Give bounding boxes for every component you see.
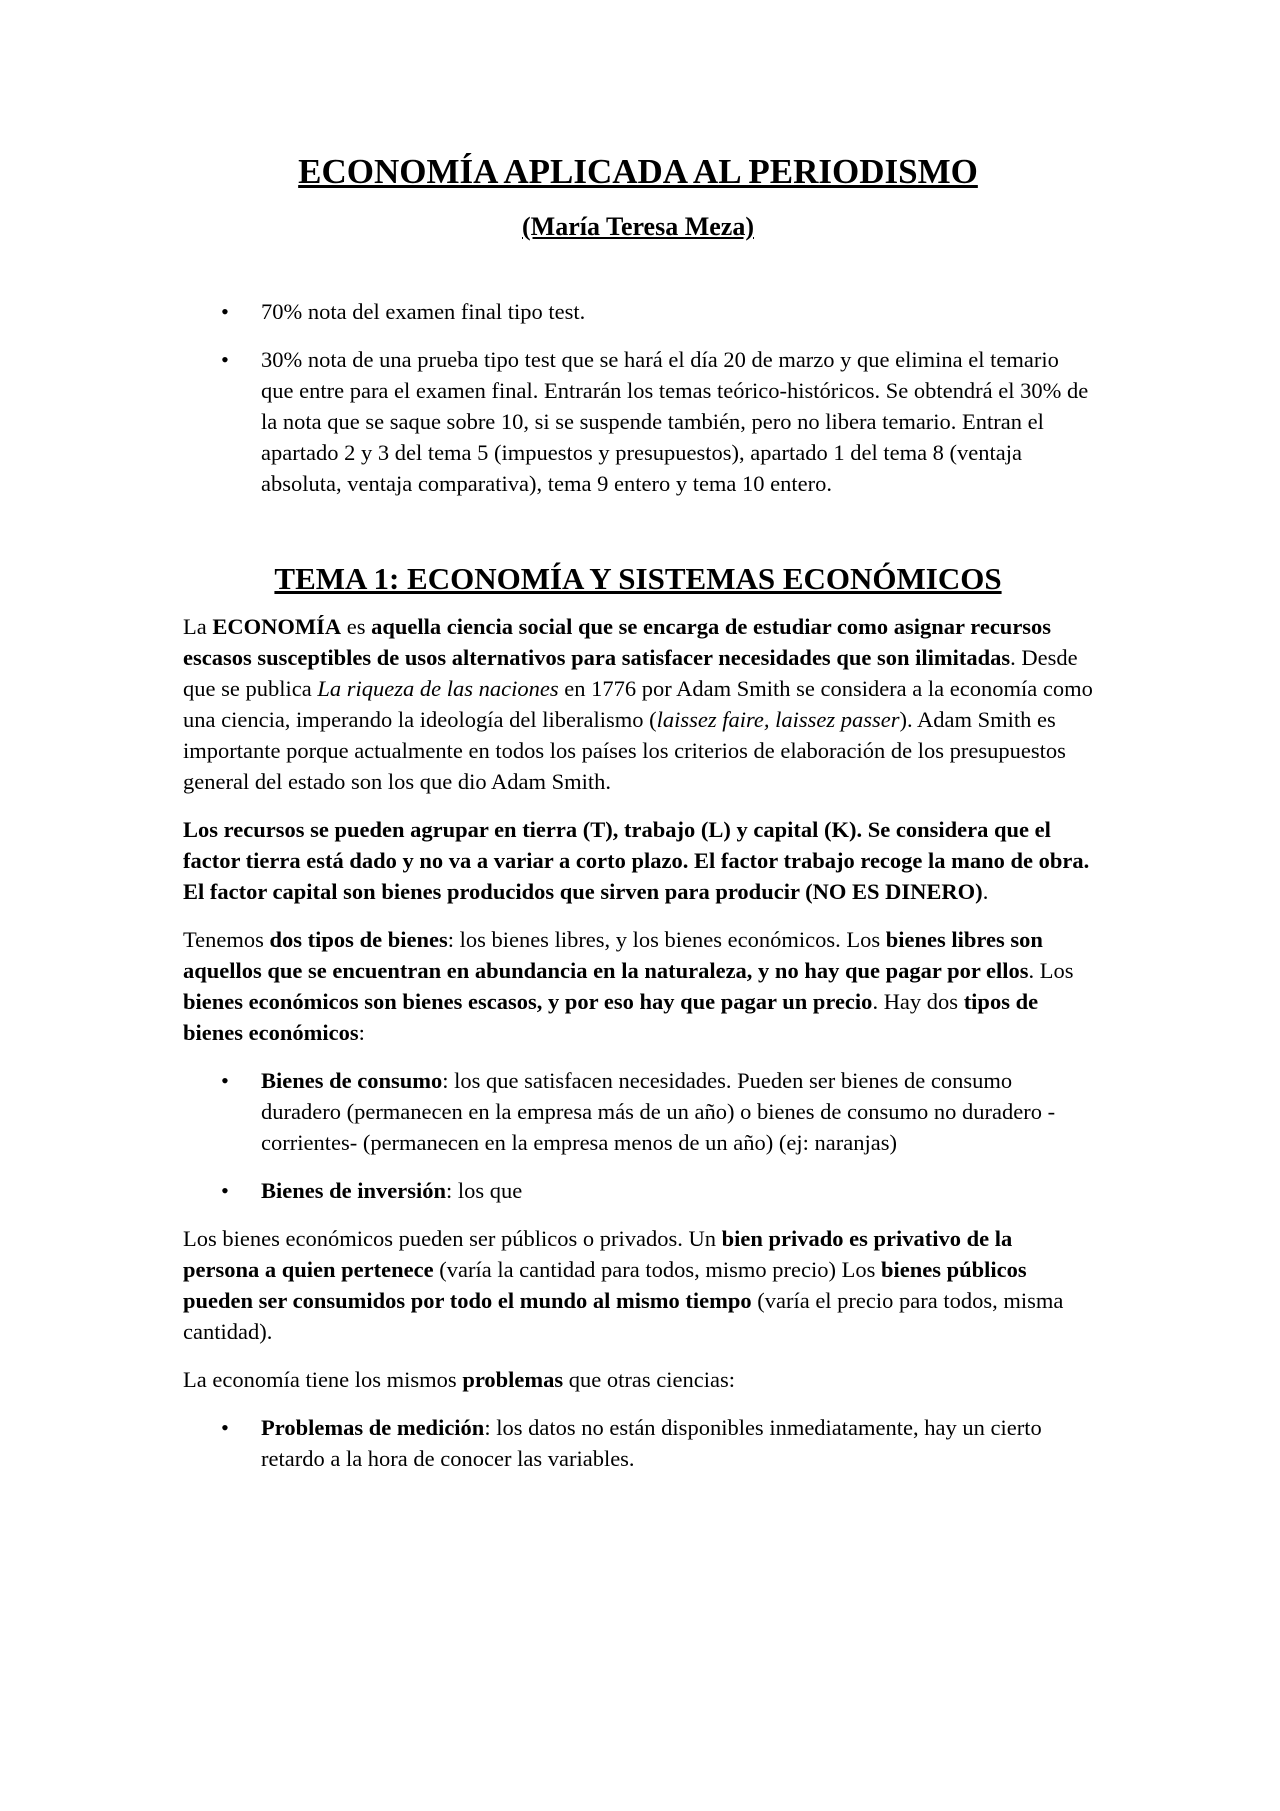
grading-list xyxy=(183,296,1093,499)
paragraph-tipos-de-bienes xyxy=(183,924,1093,1048)
paragraph-economia-definition xyxy=(183,611,1093,797)
bullet-icon: • xyxy=(221,299,229,324)
text-run: que otras ciencias: xyxy=(563,1367,735,1392)
bold-run: ECONOMÍA xyxy=(212,614,342,639)
list-item-text: 30% nota de una prueba tipo test que se hará el día 20 de marzo y que elimina el temario que entre para el examen final. Entrarán los temas teórico-históricos. Se obtendrá el 30% de la nota que se saque sobre 10, si se suspende también, pero no libera temario. Entran el apartado 2 y 3 del tema 5 (impuestos y presupuestos), apartado 1 del tema 8 (ventaja absoluta, ventaja comparativa), tema 9 entero y tema 10 entero. xyxy=(261,347,1089,496)
bold-run: bienes económicos son bienes escasos, y por eso hay que pagar un precio xyxy=(183,989,873,1014)
bold-run: Bienes de inversión xyxy=(261,1178,447,1203)
bold-run: problemas xyxy=(462,1367,564,1392)
text-run: en 1776 por Adam Smith se considera a la economía como una ciencia, imperando la ideología del liberalismo ( xyxy=(183,676,1093,732)
text-run: : xyxy=(358,1020,365,1045)
text-run: Tenemos xyxy=(183,927,270,952)
text-run: . Desde que se publica xyxy=(183,645,1078,701)
list-item-text: : los datos no están disponibles inmediatamente, hay un cierto retardo a la hora de conocer las variables. xyxy=(261,1415,1042,1471)
bold-run: bienes libres son aquellos que se encuentran en abundancia en la naturaleza, y no hay que pagar por ellos xyxy=(183,927,1043,983)
problems-list xyxy=(183,1412,1093,1474)
list-item xyxy=(183,296,1093,327)
text-run: es xyxy=(341,614,372,639)
text-run: . xyxy=(982,879,989,904)
bold-run: bien privado es privativo de la persona a quien pertenece xyxy=(183,1226,1013,1282)
paragraph-problemas xyxy=(183,1364,1093,1395)
list-item xyxy=(183,1412,1093,1474)
list-item xyxy=(183,1175,1093,1206)
italic-run: laissez faire, laissez passer xyxy=(656,707,900,732)
text-run: ). Adam Smith es importante porque actualmente en todos los países los criterios de elaboración de los presupuestos general del estado son los que dio Adam Smith. xyxy=(183,707,1066,794)
text-run: : los bienes libres, y los bienes económicos. Los xyxy=(447,927,886,952)
list-item-text: 70% nota del examen final tipo test. xyxy=(261,299,586,324)
bullet-icon: • xyxy=(221,347,229,372)
document-title: ECONOMÍA APLICADA AL PERIODISMO xyxy=(298,152,978,191)
bold-run: dos tipos de bienes xyxy=(269,927,448,952)
text-run: La xyxy=(183,614,213,639)
bold-run: aquella ciencia social que se encarga de estudiar como asignar recursos escasos susceptibles de usos alternativos para satisfacer necesidades que son ilimitadas xyxy=(183,614,1052,670)
bold-run: Problemas de medición xyxy=(261,1415,485,1440)
text-run: . Los xyxy=(1028,958,1074,983)
paragraph-recursos xyxy=(183,814,1093,907)
list-item-text: : los que xyxy=(446,1178,523,1203)
text-run: (varía la cantidad para todos, mismo precio) Los xyxy=(433,1257,881,1282)
list-item-text: : los que satisfacen necesidades. Pueden ser bienes de consumo duradero (permanecen en la empresa más de un año) o bienes de consumo no duradero -corrientes- (permanecen en la empresa menos de un año) (ej: naranjas) xyxy=(261,1068,1056,1155)
text-run: Los bienes económicos pueden ser públicos o privados. Un xyxy=(183,1226,722,1251)
bullet-icon: • xyxy=(221,1178,229,1203)
section-title: TEMA 1: ECONOMÍA Y SISTEMAS ECONÓMICOS xyxy=(274,561,1002,596)
document-subtitle: (María Teresa Meza) xyxy=(522,212,754,241)
list-item xyxy=(183,1065,1093,1158)
text-run: . Hay dos xyxy=(872,989,964,1014)
text-run: (varía el precio para todos, misma cantidad). xyxy=(183,1288,1064,1344)
list-item xyxy=(183,344,1093,499)
italic-run: La riqueza de las naciones xyxy=(317,676,559,701)
bold-run: tipos de bienes económicos xyxy=(183,989,1039,1045)
bold-run: Los recursos se pueden agrupar en tierra (T), trabajo (L) y capital (K). Se considera que el factor tierra está dado y no va a variar a corto plazo. El factor trabajo recoge la mano de obra. El factor capital son bienes producidos que sirven para producir (NO ES DINERO) xyxy=(183,817,1090,904)
bold-run: bienes públicos pueden ser consumidos por todo el mundo al mismo tiempo xyxy=(183,1257,1027,1313)
bullet-icon: • xyxy=(221,1415,229,1440)
goods-types-list xyxy=(183,1065,1093,1206)
text-run: La economía tiene los mismos xyxy=(183,1367,463,1392)
page-content xyxy=(183,150,1093,1491)
paragraph-publicos-privados xyxy=(183,1223,1093,1347)
bullet-icon: • xyxy=(221,1068,229,1093)
bold-run: Bienes de consumo xyxy=(261,1068,443,1093)
